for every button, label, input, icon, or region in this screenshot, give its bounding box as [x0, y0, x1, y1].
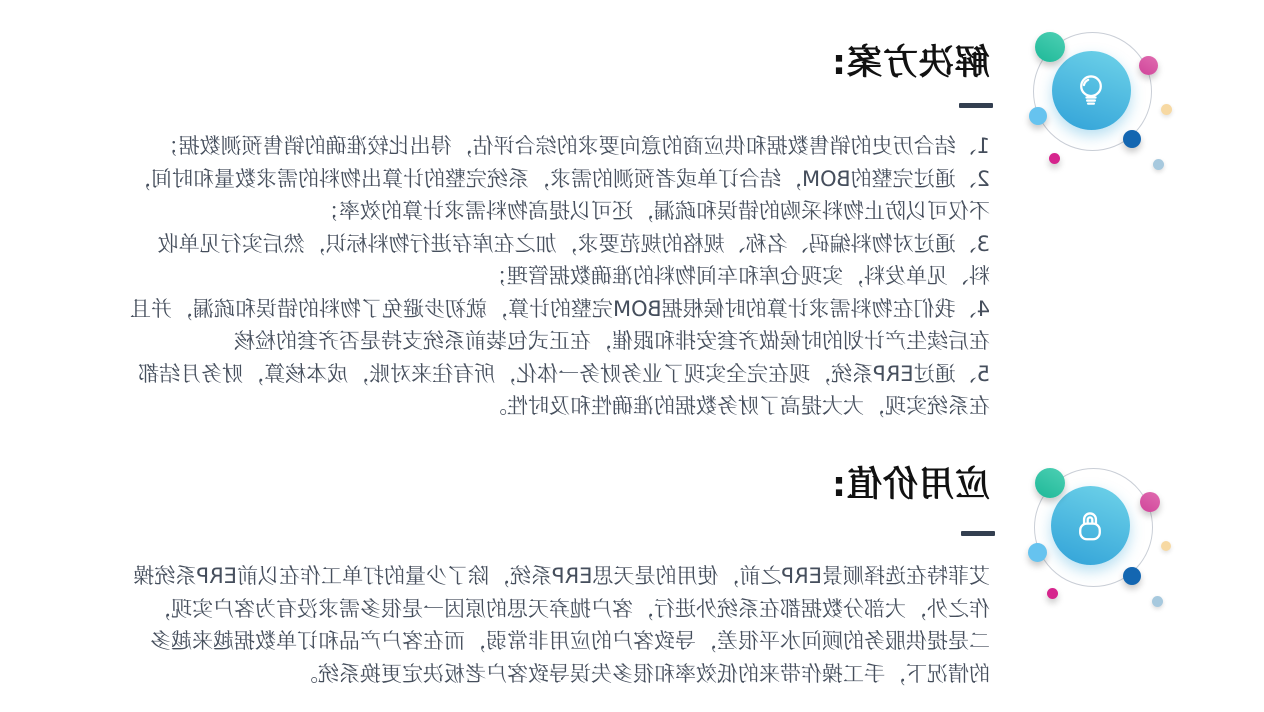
- decorative-dot-darkblue: [1123, 567, 1141, 585]
- decorative-dot-lightblue: [1028, 543, 1047, 562]
- value-title-underline: [961, 531, 995, 536]
- value-icon-circle: [1051, 486, 1130, 565]
- value-paragraph: [60, 560, 990, 690]
- decorative-dot-pink: [1140, 492, 1160, 512]
- paragraph-line: 1、结合历史的销售数据和供应商的意向要求的综合评估，得出比较准确的销售预测数据；: [157, 134, 990, 158]
- paragraph-line: 2、通过完整的BOM，结合订单或者预测的需求，系统完整的计算出物料的需求数量和时间，: [129, 166, 990, 191]
- paragraph-line: 的情况下，手工操作带来的低效率和很多失误导致客户老板决定更换系统。: [297, 661, 990, 686]
- decorative-dot-steelblue: [1152, 596, 1163, 607]
- decorative-dot-yellow: [1161, 104, 1172, 115]
- paragraph-line: 二是提供服务的顾问水平很差，导致客户的应用非常弱，而在客户产品和订单数据越来越多: [150, 629, 990, 653]
- solution-title-underline: [959, 103, 993, 108]
- paragraph-line: 4、我们在物料需求计算的时候根据BOM完整的计算，就初步避免了物料的错误和疏漏，并且: [129, 296, 990, 321]
- decorative-dot-magenta: [1047, 588, 1058, 599]
- decorative-dot-steelblue: [1153, 159, 1164, 170]
- paragraph-line: 料、见单发料，实现仓库和车间物料的准确数据管理；: [486, 264, 990, 288]
- paragraph-line: 不仅可以防止物料采购的错误和疏漏，还可以提高物料需求计算的效率；: [318, 199, 990, 223]
- value-title: 应用价值:: [831, 465, 990, 505]
- solution-paragraph: [60, 130, 990, 423]
- paragraph-line: 艾菲特在选择顺景ERP之前，使用的是天思ERP系统，除了少量的打单工作在以前ERP系统操: [133, 564, 990, 588]
- paragraph-line: 在后续生产计划的时候做齐套安排和跟催，在正式包装前系统支持是否齐套的检核: [234, 329, 990, 353]
- solution-icon-circle: [1052, 51, 1131, 130]
- solution-title: 解决方案:: [831, 43, 990, 83]
- decorative-dot-pink: [1139, 56, 1158, 75]
- decorative-dot-magenta: [1049, 153, 1060, 164]
- paragraph-line: 3、通过对物料编码、名称、规格的规范要求，加之在库存进行物料标识，然后实行见单收: [157, 231, 990, 256]
- paragraph-line: 在系统实现，大大提高了财务数据的准确性和及时性。: [486, 394, 990, 418]
- decorative-dot-yellow: [1161, 541, 1171, 551]
- lock-icon: [1068, 503, 1114, 549]
- paragraph-line: 作之外，大部分数据都在系统外进行，客户抛弃天思的原因一是很多需求没有为客户实现，: [150, 596, 990, 621]
- decorative-dot-teal: [1035, 32, 1065, 62]
- paragraph-line: 5、通过ERP系统，现在完全实现了业务财务一体化，所有往来对账，成本核算，财务月结都: [138, 361, 990, 386]
- decorative-dot-lightblue: [1029, 107, 1047, 125]
- lightbulb-icon: [1069, 68, 1115, 114]
- decorative-dot-teal: [1035, 468, 1065, 498]
- decorative-dot-darkblue: [1123, 130, 1141, 148]
